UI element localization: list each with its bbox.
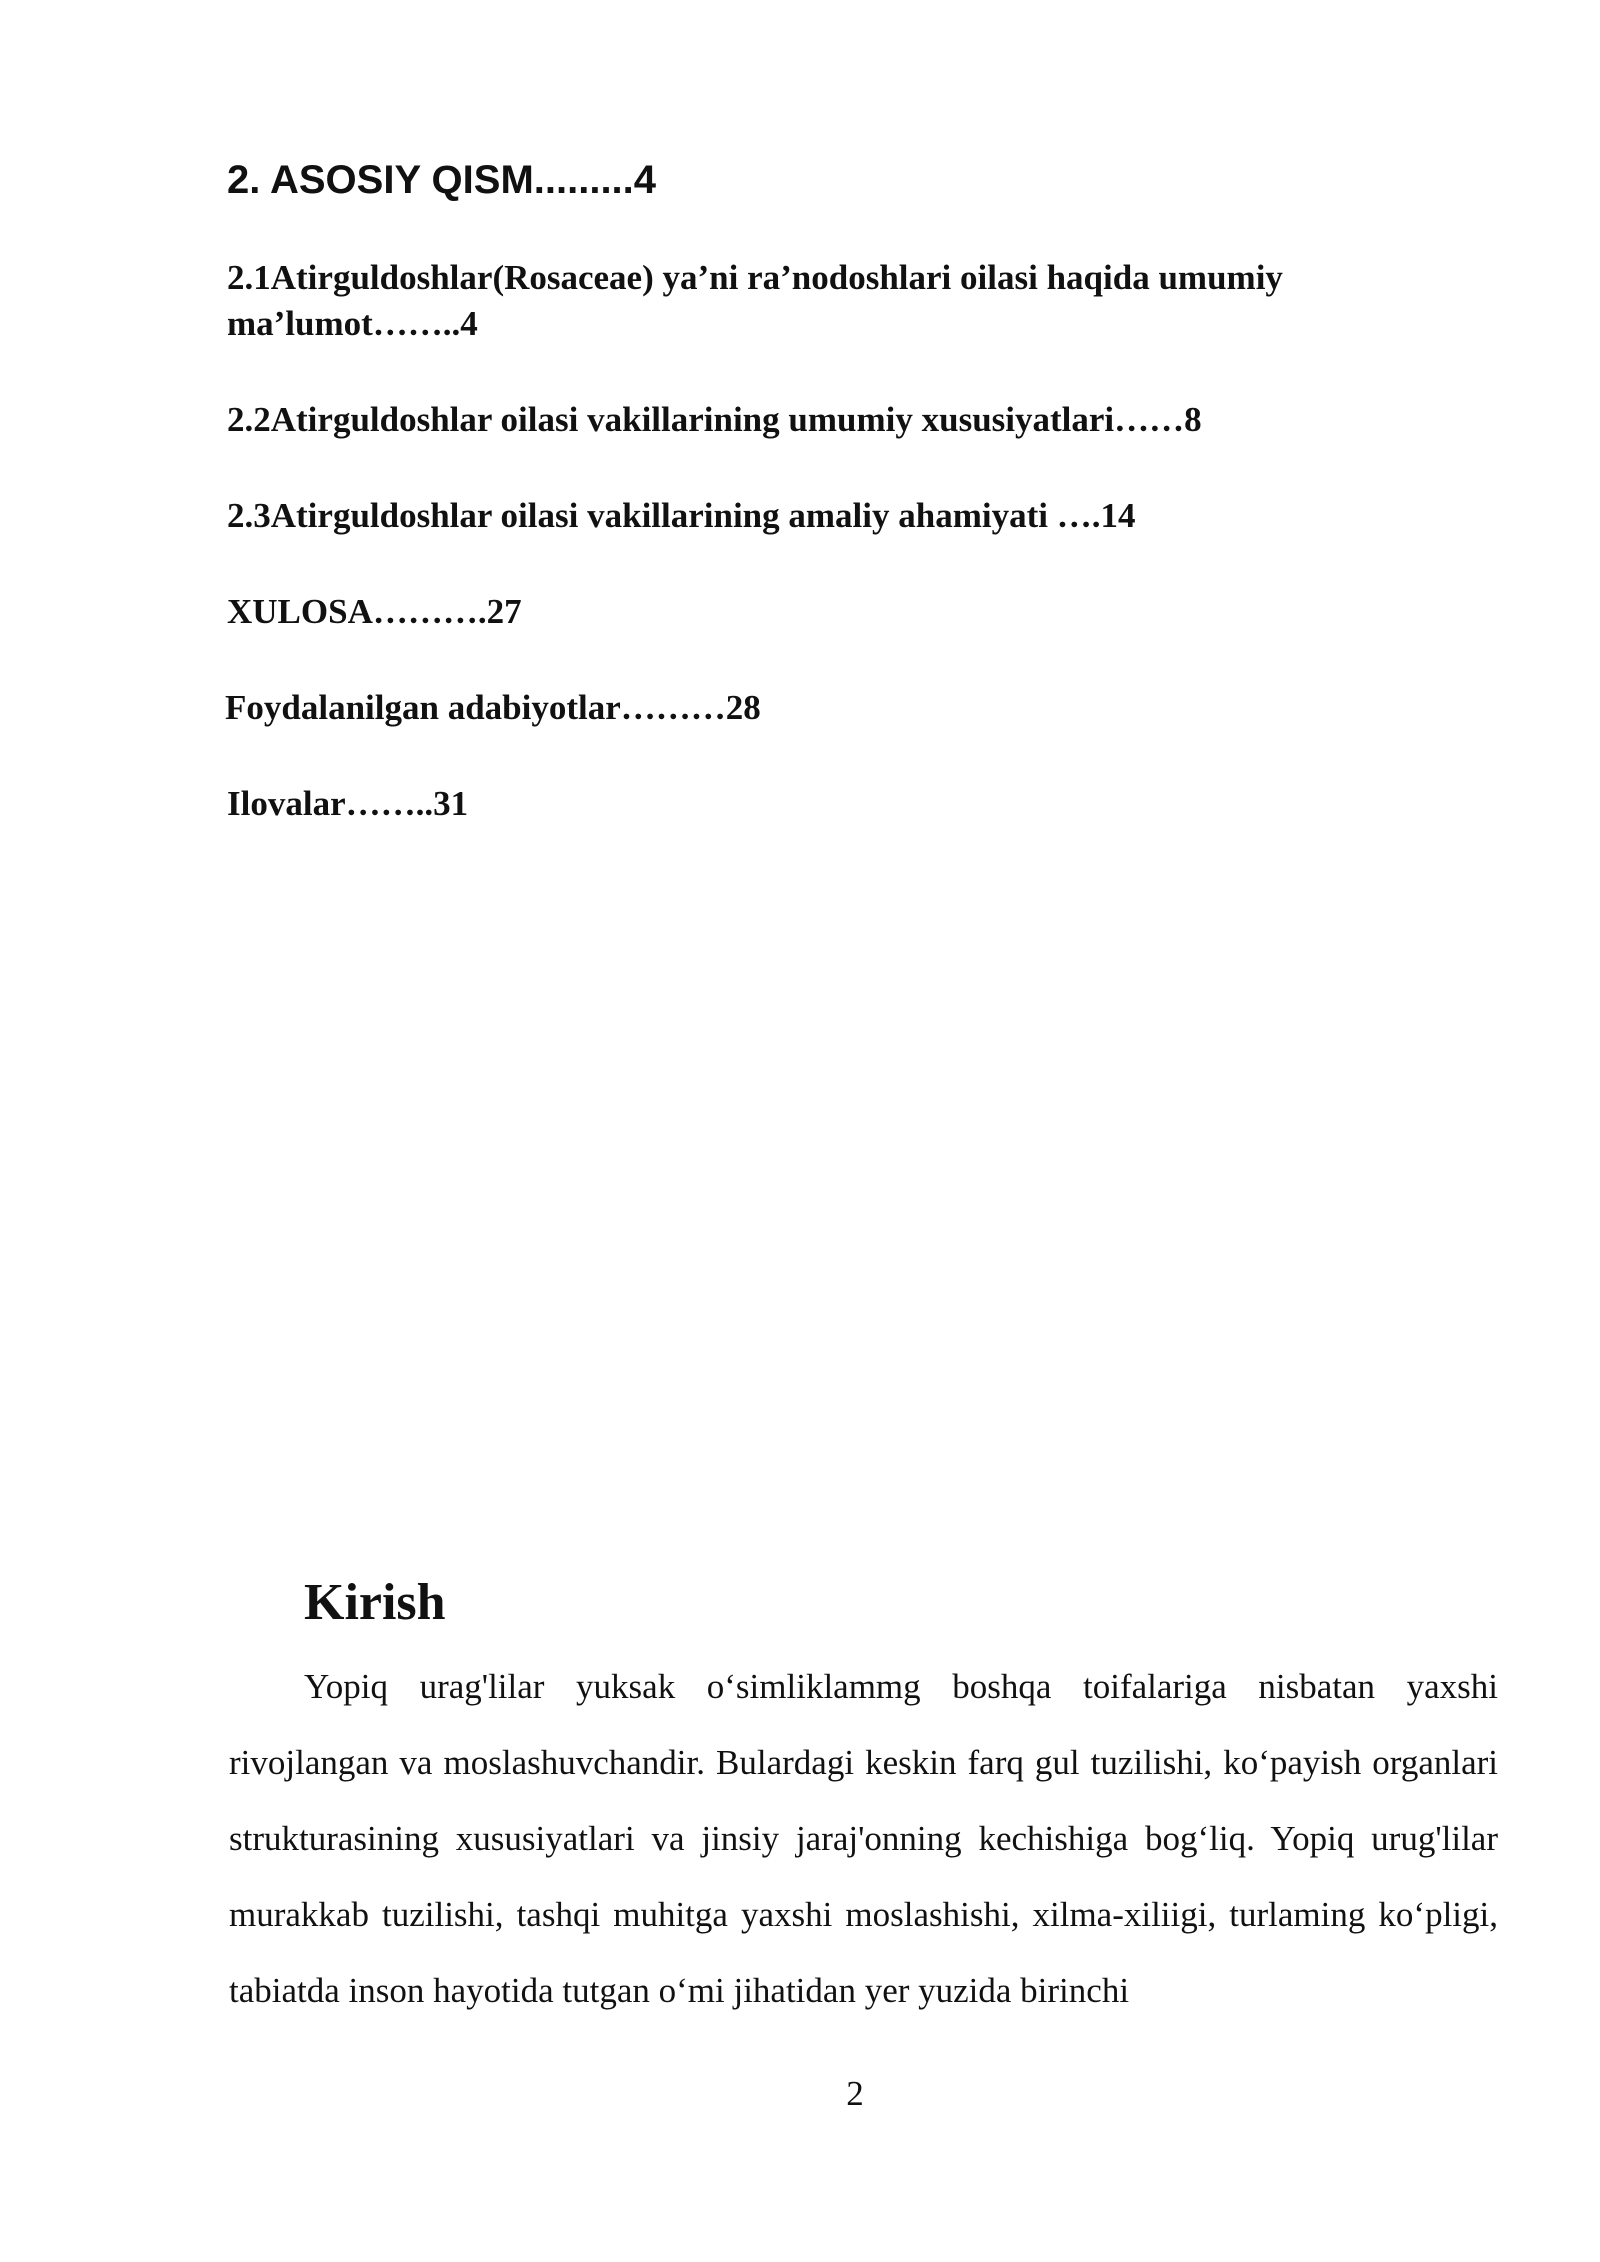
toc-entry-2-3: 2.3Atirguldoshlar oilasi vakillarining amaliy ahamiyati ….14 bbox=[227, 496, 1136, 535]
toc-entry-2-2: 2.2Atirguldoshlar oilasi vakillarining umumiy xususiyatlari……8 bbox=[227, 400, 1202, 439]
toc-heading: 2. ASOSIY QISM.........4 bbox=[227, 158, 657, 202]
toc-entry-xulosa: XULOSA……….27 bbox=[227, 592, 522, 631]
toc-entry-ilovalar: Ilovalar……..31 bbox=[227, 784, 469, 823]
toc-entry-2-1: 2.1Atirguldoshlar(Rosaceae) ya’ni ra’nodoshlari oilasi haqida umumiy ma’lumot……..4 bbox=[227, 258, 1283, 343]
page-number: 2 bbox=[846, 2074, 864, 2113]
section-title-kirish: Kirish bbox=[304, 1574, 446, 1631]
intro-paragraph: Yopiq urag'lilar yuksak o‘simliklammg boshqa toifalariga nisbatan yaxshi rivojlangan va moslashuvchandir. Bulardagi keskin farq gul tuzilishi, ko‘payish organlari strukturasining xususiyatlari va jinsiy jaraj'onning kechishiga bog‘liq. Yopiq urug'lilar murakkab tuzilishi, tashqi muhitga yaxshi moslashishi, xilma-xiliigi, turlaming ko‘pligi, tabiatda inson hayotida tutgan o‘mi jihatidan yer yuzida birinchi bbox=[229, 1667, 1498, 2010]
toc-entry-adabiyotlar: Foydalanilgan adabiyotlar………28 bbox=[225, 688, 761, 727]
